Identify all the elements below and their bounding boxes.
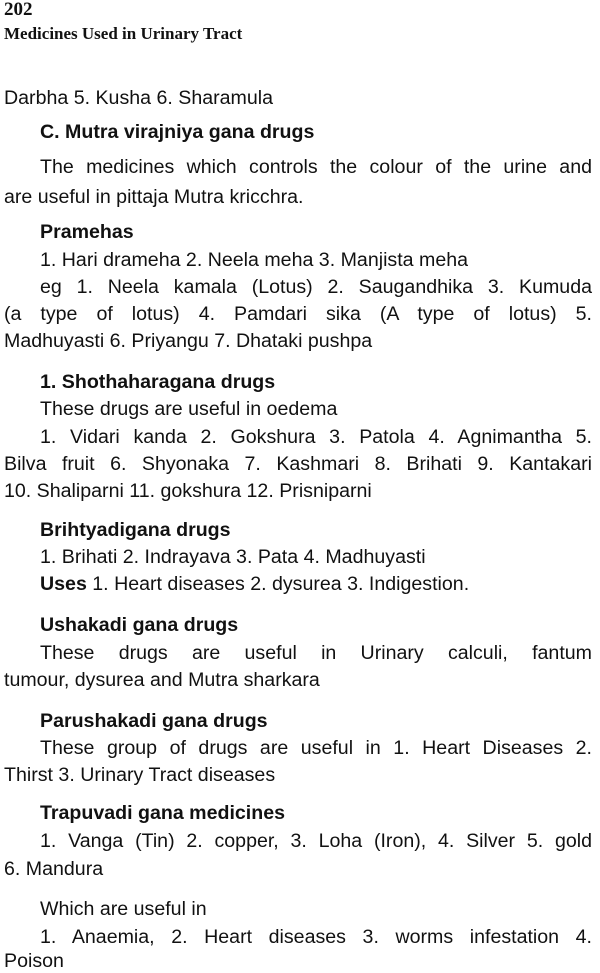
text-line: These drugs are useful in Urinary calculi, fantum: [40, 642, 592, 664]
text-line: (a type of lotus) 4. Pamdari sika (A type of lotus) 5.: [4, 303, 592, 325]
running-title: Medicines Used in Urinary Tract: [4, 24, 243, 43]
uses-label: Uses: [40, 573, 87, 595]
text-line: Poison: [4, 950, 64, 972]
text-line: 1. Anaemia, 2. Heart diseases 3. worms infestation 4.: [40, 926, 592, 948]
text-line: Darbha 5. Kusha 6. Sharamula: [4, 87, 274, 109]
page-number: 202: [4, 0, 33, 20]
section-heading: Parushakadi gana drugs: [40, 710, 268, 732]
section-heading: Pramehas: [40, 221, 134, 243]
section-heading: C. Mutra virajniya gana drugs: [40, 121, 315, 143]
text-line: 1. Hari drameha 2. Neela meha 3. Manjista meha: [40, 249, 469, 271]
text-line: Madhuyasti 6. Priyangu 7. Dhataki pushpa: [4, 330, 373, 352]
text-line: 6. Mandura: [4, 858, 104, 880]
text-line: Which are useful in: [40, 898, 207, 920]
text-line: These drugs are useful in oedema: [40, 398, 338, 420]
text-line: The medicines which controls the colour of the urine and: [40, 156, 592, 178]
text-line: tumour, dysurea and Mutra sharkara: [4, 669, 320, 691]
text-line: eg 1. Neela kamala (Lotus) 2. Saugandhika 3. Kumuda: [40, 276, 592, 298]
section-heading: Ushakadi gana drugs: [40, 614, 239, 636]
text-line: 1. Vanga (Tin) 2. copper, 3. Loha (Iron), 4. Silver 5. gold: [40, 830, 592, 852]
section-heading: 1. Shothaharagana drugs: [40, 371, 276, 393]
text-line: Thirst 3. Urinary Tract diseases: [4, 764, 276, 786]
section-heading: Trapuvadi gana medicines: [40, 802, 286, 824]
text-line: [40, 572, 469, 596]
text-line: These group of drugs are useful in 1. Heart Diseases 2.: [40, 737, 592, 759]
text-line: 10. Shaliparni 11. gokshura 12. Prisniparni: [4, 480, 372, 502]
text-line: Bilva fruit 6. Shyonaka 7. Kashmari 8. Brihati 9. Kantakari: [4, 453, 592, 475]
text-line: 1. Vidari kanda 2. Gokshura 3. Patola 4. Agnimantha 5.: [40, 426, 592, 448]
text-line: 1. Brihati 2. Indrayava 3. Pata 4. Madhuyasti: [40, 546, 426, 568]
section-heading: Brihtyadigana drugs: [40, 519, 231, 541]
uses-text: 1. Heart diseases 2. dysurea 3. Indigestion.: [86, 573, 470, 595]
text-line: are useful in pittaja Mutra kricchra.: [4, 186, 304, 208]
